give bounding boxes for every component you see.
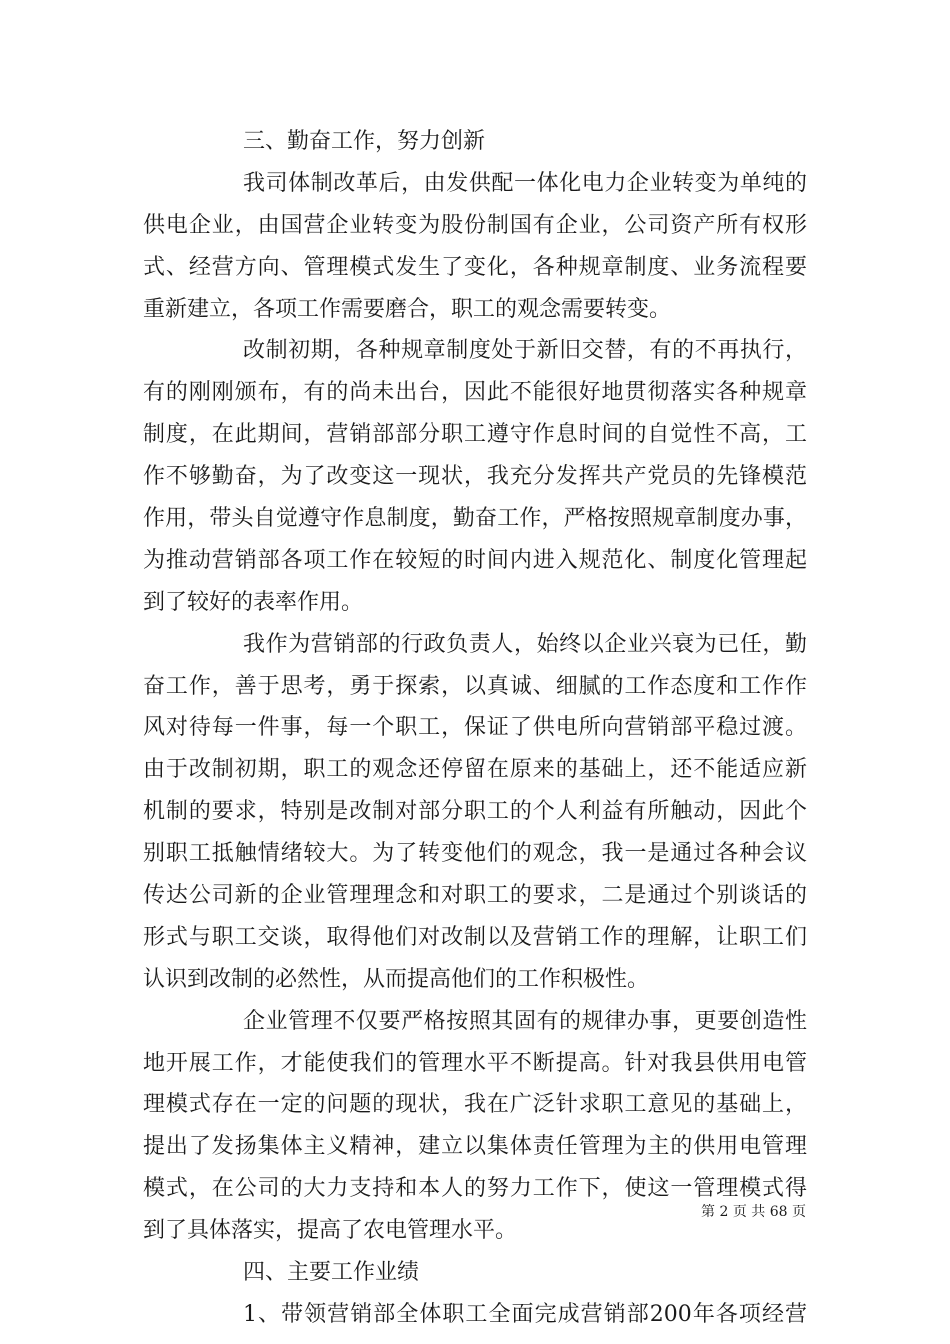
text-line: 式、经营方向、管理模式发生了变化，各种规章制度、业务流程要: [143, 254, 807, 280]
text-line: 作不够勤奋，为了改变这一现状，我充分发挥共产党员的先锋模范: [143, 464, 807, 490]
text-line: 改制初期，各种规章制度处于新旧交替，有的不再执行，: [243, 338, 807, 364]
text-line: 到了较好的表率作用。: [143, 589, 364, 615]
text-line: 风对待每一件事，每一个职工，保证了供电所向营销部平稳过渡。: [143, 715, 807, 741]
text-line: 三、勤奋工作，努力创新: [243, 129, 486, 154]
text-line: 地开展工作，才能使我们的管理水平不断提高。针对我县供用电管: [143, 1050, 807, 1076]
text-line: 认识到改制的必然性，从而提高他们的工作积极性。: [143, 966, 650, 992]
text-line: 有的刚刚颁布，有的尚未出台，因此不能很好地贯彻落实各种规章: [143, 380, 807, 406]
text-line: 提出了发扬集体主义精神，建立以集体责任管理为主的供用电管理: [143, 1134, 807, 1160]
text-line: 为推动营销部各项工作在较短的时间内进入规范化、制度化管理起: [143, 547, 807, 573]
text-line: 我作为营销部的行政负责人，始终以企业兴衰为已任，勤: [243, 631, 807, 657]
text-line: 奋工作，善于思考，勇于探索，以真诚、细腻的工作态度和工作作: [143, 673, 807, 699]
text-line: 供电企业，由国营企业转变为股份制国有企业，公司资产所有权形: [143, 212, 807, 238]
text-line: 理模式存在一定的问题的现状，我在广泛针求职工意见的基础上，: [143, 1092, 807, 1118]
text-line: 1、带领营销部全体职工全面完成营销部200年各项经营: [243, 1301, 807, 1327]
text-line: 机制的要求，特别是改制对部分职工的个人利益有所触动，因此个: [143, 799, 807, 825]
document-body: [143, 121, 807, 1336]
text-line: 由于改制初期，职工的观念还停留在原来的基础上，还不能适应新: [143, 757, 807, 783]
text-line: 重新建立，各项工作需要磨合，职工的观念需要转变。: [143, 296, 672, 322]
text-line: 我司体制改革后，由发供配一体化电力企业转变为单纯的: [243, 170, 807, 196]
text-line: 形式与职工交谈，取得他们对改制以及营销工作的理解，让职工们: [143, 924, 807, 950]
text-line: 到了具体落实，提高了农电管理水平。: [143, 1218, 518, 1244]
text-line: 传达公司新的企业管理理念和对职工的要求，二是通过个别谈话的: [143, 883, 807, 909]
text-line: 企业管理不仅要严格按照其固有的规律办事，更要创造性: [243, 1008, 807, 1034]
page-number: 第 2 页 共 68 页: [701, 1204, 806, 1220]
text-line: 别职工抵触情绪较大。为了转变他们的观念，我一是通过各种会议: [143, 841, 807, 867]
text-line: 四、主要工作业绩: [243, 1260, 420, 1286]
text-line: 作用，带头自觉遵守作息制度，勤奋工作，严格按照规章制度办事，: [143, 506, 807, 532]
text-line: 制度，在此期间，营销部部分职工遵守作息时间的自觉性不高，工: [143, 422, 807, 448]
text-line: 模式，在公司的大力支持和本人的努力工作下，使这一管理模式得: [143, 1176, 807, 1202]
